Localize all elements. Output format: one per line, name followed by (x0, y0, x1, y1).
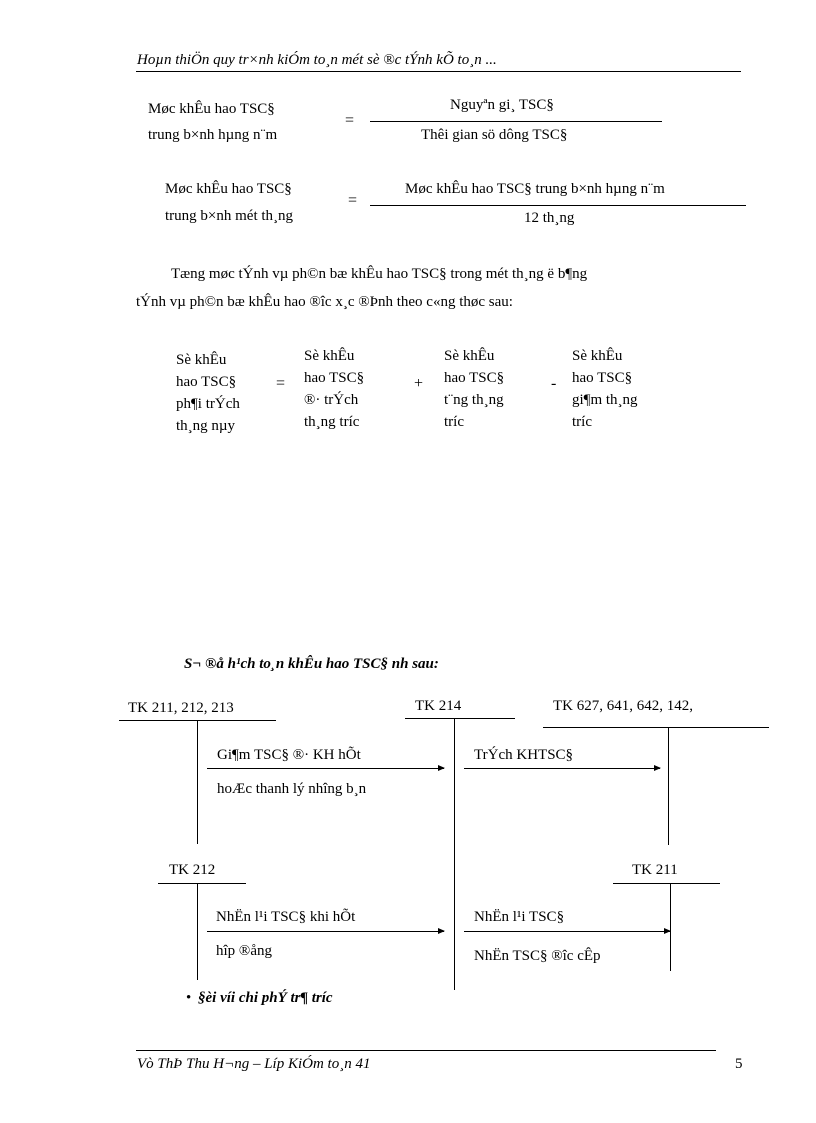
flow-reduce-arrow (207, 768, 444, 769)
page-number: 5 (735, 1056, 743, 1072)
flow-reduce-line1: Gi¶m TSC§ ®· KH hÕt (217, 747, 361, 763)
account-tk211-213-stem (197, 720, 198, 844)
formula3-term4-line: Sè khÊu (572, 348, 623, 364)
formula3-term3 (444, 345, 504, 433)
header-rule (136, 71, 741, 72)
flow-reduce-line2: hoÆc thanh lý nhîng b¸n (217, 781, 367, 797)
formula3-term4 (572, 345, 638, 433)
flow-receive-granted-label: NhËn TSC§ ®îc cÊp (474, 948, 601, 964)
formula2-lhs-line2: trung b×nh mét th¸ng (165, 208, 294, 224)
formula3-term2-line: hao TSC§ (304, 370, 365, 386)
flow-receive-arrow (207, 931, 444, 932)
formula3-equals: = (276, 375, 286, 392)
footer-author: Vò ThÞ Thu H¬ng – Líp KiÓm to¸n 41 (137, 1056, 371, 1072)
formula3-term2 (304, 345, 364, 433)
diagram-title: S¬ ®å h¹ch to¸n khÊu hao TSC§ nh sau: (184, 656, 439, 672)
bullet-marker: • (186, 990, 192, 1006)
account-tk627-rule (543, 727, 769, 728)
account-tk627-stem (668, 727, 669, 845)
formula3-term3-line: tríc (444, 414, 464, 430)
flow-receive-back-label: NhËn l¹i TSC§ (474, 909, 565, 925)
formula1-fraction-bar (370, 121, 662, 122)
flow-depreciate-arrow (464, 768, 660, 769)
account-tk211-label: TK 211 (632, 862, 678, 878)
account-tk212-stem (197, 883, 198, 980)
formula3-term1-line: hao TSC§ (176, 374, 237, 390)
page-header-title: Hoµn thiÖn quy tr×nh kiÓm to¸n mét sè ®c tÝnh kÕ to¸n ... (137, 52, 497, 68)
formula3-term3-line: Sè khÊu (444, 348, 495, 364)
formula2-fraction-bar (370, 205, 746, 206)
account-tk211-213-label: TK 211, 212, 213 (128, 700, 234, 716)
bullet-text: §èi víi chi phÝ tr¶ tríc (198, 990, 333, 1006)
formula3-minus: - (551, 375, 557, 392)
account-tk627-label: TK 627, 641, 642, 142, (553, 698, 693, 714)
formula3-term4-line: tríc (572, 414, 592, 430)
formula3-plus: + (414, 375, 424, 392)
formula3-term2-line: Sè khÊu (304, 348, 355, 364)
formula2-equals: = (348, 192, 358, 209)
formula3-term4-line: gi¶m th¸ng (572, 392, 638, 408)
formula3-term1 (176, 349, 240, 437)
formula2-numerator: Møc khÊu hao TSC§ trung b×nh hµng n¨m (405, 181, 665, 197)
flow-receive-line1: NhËn l¹i TSC§ khi hÕt (216, 909, 356, 925)
flow-receive-back-arrow (464, 931, 670, 932)
formula1-lhs-line2: trung b×nh hµng n¨m (148, 127, 278, 143)
formula3-term1-line: ph¶i trÝch (176, 396, 240, 412)
flow-receive-line2: hîp ®ång (216, 943, 272, 959)
formula2-lhs-line1: Møc khÊu hao TSC§ (165, 181, 292, 197)
formula3-term2-line: th¸ng tríc (304, 414, 360, 430)
formula1-numerator: Nguyªn gi¸ TSC§ (450, 97, 554, 113)
formula1-lhs-line1: Møc khÊu hao TSC§ (148, 101, 275, 117)
formula3-term3-line: t¨ng th¸ng (444, 392, 504, 408)
formula3-term4-line: hao TSC§ (572, 370, 633, 386)
paragraph-line2: tÝnh vµ ph©n bæ khÊu hao ®îc x¸c ®Þnh theo c«ng thøc sau: (136, 294, 513, 310)
formula3-term1-line: Sè khÊu (176, 352, 227, 368)
account-tk214-stem (454, 718, 455, 990)
account-tk212-rule (158, 883, 246, 884)
account-tk211-stem (670, 883, 671, 971)
formula1-equals: = (345, 112, 355, 129)
account-tk211-rule (613, 883, 720, 884)
footer-rule (136, 1050, 716, 1051)
account-tk214-rule (405, 718, 515, 719)
formula3-term3-line: hao TSC§ (444, 370, 505, 386)
formula3-term2-line: ®· trÝch (304, 392, 359, 408)
formula1-denominator: Thêi gian sö dông TSC§ (421, 127, 568, 143)
flow-depreciate-label: TrÝch KHTSC§ (474, 747, 574, 763)
account-tk214-label: TK 214 (415, 698, 462, 714)
formula3-term1-line: th¸ng nµy (176, 418, 236, 434)
account-tk212-label: TK 212 (169, 862, 216, 878)
formula2-denominator: 12 th¸ng (524, 210, 575, 226)
paragraph-line1: Tæng møc tÝnh vµ ph©n bæ khÊu hao TSC§ trong mét th¸ng ë b¶ng (171, 266, 588, 282)
